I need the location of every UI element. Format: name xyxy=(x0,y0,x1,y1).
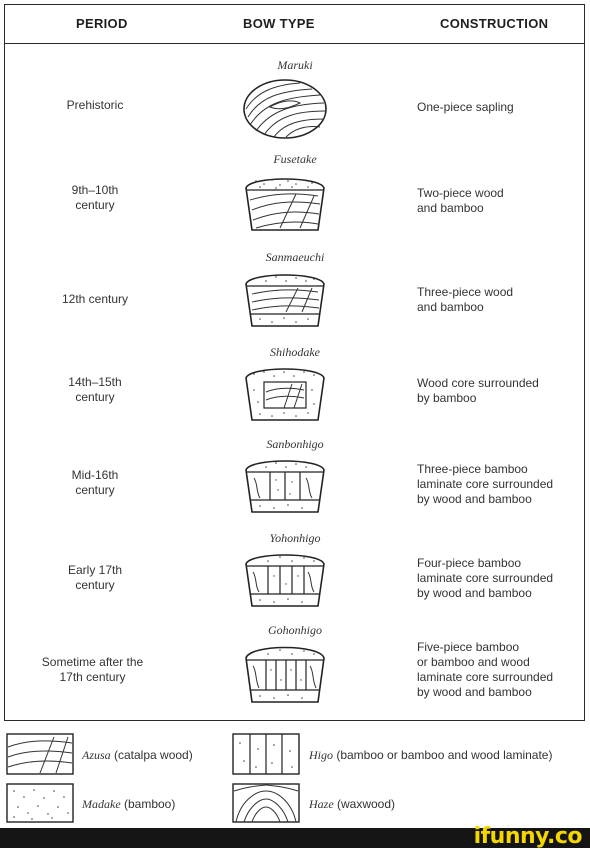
footer-bar xyxy=(0,824,590,849)
construction-gohonhigo: Five-piece bamboo or bamboo and wood laminate core surrounded by wood and bamboo xyxy=(417,640,554,699)
construction-sanbonhigo: Three-piece bamboo laminate core surrounded by wood and bamboo xyxy=(417,462,554,506)
period-shihodake: 14th–15th century xyxy=(68,375,122,404)
bow-cross-section-fusetake xyxy=(240,170,330,234)
legend-higo xyxy=(309,748,552,763)
bow-name-maruki: Maruki xyxy=(277,58,313,72)
period-yohonhigo: Early 17th century xyxy=(67,563,123,592)
legend-swatch-higo xyxy=(232,733,300,775)
period-maruki: Prehistoric xyxy=(66,98,124,112)
legend-azusa xyxy=(82,748,193,763)
legend-term-madake: Madake xyxy=(82,797,121,811)
legend-desc-haze: (waxwood) xyxy=(333,797,396,811)
bow-name-yohonhigo: Yohonhigo xyxy=(269,531,321,545)
period-sanmaeuchi: 12th century xyxy=(61,292,129,306)
construction-shihodake: Wood core surrounded by bamboo xyxy=(417,376,539,405)
period-gohonhigo: Sometime after the 17th century xyxy=(41,655,144,684)
bow-cross-section-gohonhigo xyxy=(240,640,330,706)
bow-name-shihodake: Shihodake xyxy=(270,345,320,359)
bow-name-sanbonhigo: Sanbonhigo xyxy=(266,437,324,451)
legend-swatch-madake xyxy=(6,783,74,823)
bow-name-sanmaeuchi: Sanmaeuchi xyxy=(265,250,325,264)
legend-desc-azusa: (catalpa wood) xyxy=(110,748,193,762)
construction-sanmaeuchi: Three-piece wood and bamboo xyxy=(417,285,514,314)
header-bow-type: BOW TYPE xyxy=(243,16,315,31)
header-construction: CONSTRUCTION xyxy=(440,16,549,31)
bow-cross-section-maruki xyxy=(240,77,330,141)
bow-cross-section-sanbonhigo xyxy=(240,454,330,516)
legend-desc-madake: (bamboo) xyxy=(120,797,176,811)
legend-term-higo: Higo xyxy=(309,748,333,762)
construction-yohonhigo: Four-piece bamboo laminate core surrounded by wood and bamboo xyxy=(417,556,554,600)
legend-haze xyxy=(309,797,395,812)
bow-cross-section-sanmaeuchi xyxy=(240,268,330,330)
legend-swatch-azusa xyxy=(6,733,74,775)
bow-cross-section-shihodake xyxy=(240,362,330,424)
watermark-logo: ifunny.co xyxy=(473,824,582,849)
legend-term-haze: Haze xyxy=(309,797,334,811)
construction-maruki: One-piece sapling xyxy=(417,100,514,114)
legend-term-azusa: Azusa xyxy=(82,748,111,762)
legend-madake xyxy=(82,797,175,812)
bow-name-gohonhigo: Gohonhigo xyxy=(268,623,322,637)
bow-name-fusetake: Fusetake xyxy=(273,152,317,166)
header-period: PERIOD xyxy=(76,16,128,31)
construction-fusetake: Two-piece wood and bamboo xyxy=(417,186,504,215)
legend-desc-higo: (bamboo or bamboo and wood laminate) xyxy=(333,748,553,762)
period-sanbonhigo: Mid-16th century xyxy=(71,468,119,497)
header-divider xyxy=(4,43,585,44)
bow-cross-section-yohonhigo xyxy=(240,548,330,610)
period-fusetake: 9th–10th century xyxy=(71,183,119,212)
legend-swatch-haze xyxy=(232,783,300,823)
